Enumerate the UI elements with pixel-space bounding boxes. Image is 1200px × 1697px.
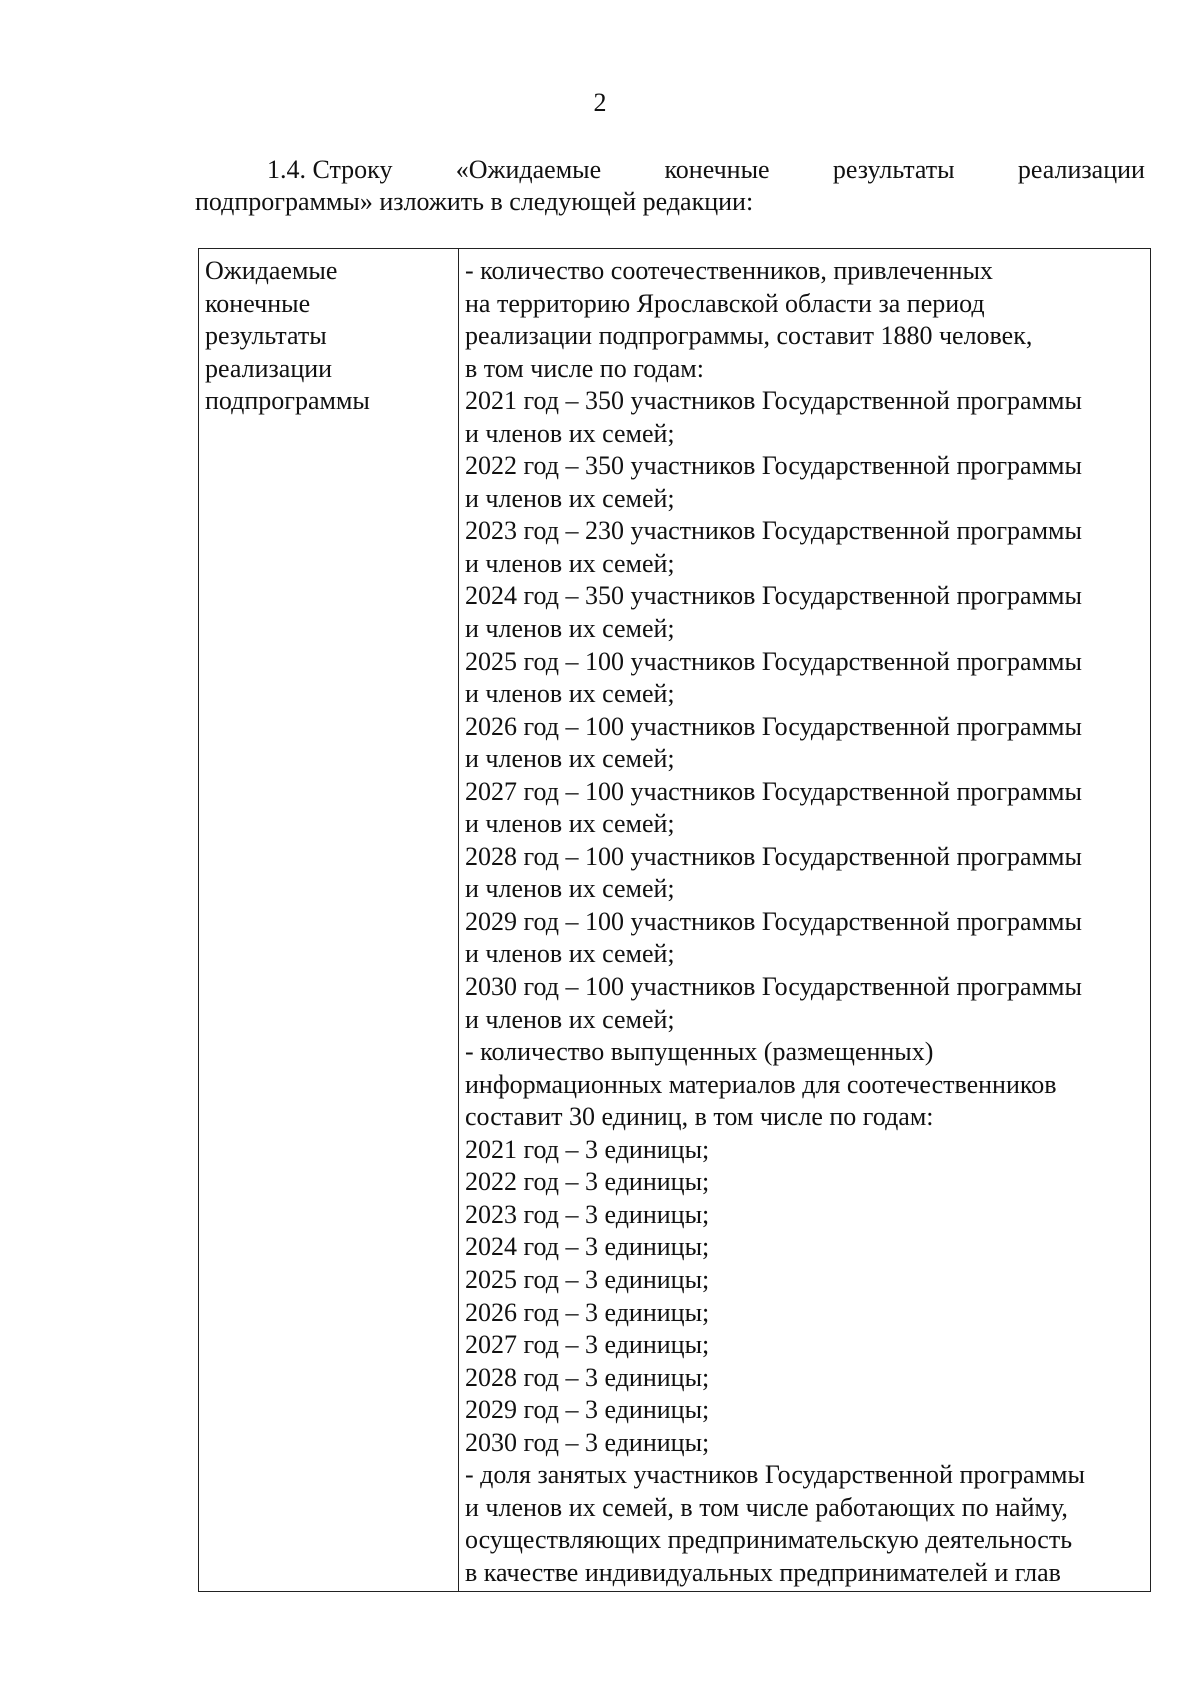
content-line: и членов их семей;	[465, 809, 675, 839]
content-line: 2021 год – 3 единицы;	[465, 1134, 710, 1164]
label-line: результаты	[205, 321, 327, 351]
table-cell-label	[199, 249, 459, 1592]
content-line: 2024 год – 350 участников Государственной программы	[465, 581, 1082, 611]
content-line: 2021 год – 350 участников Государственной программы	[465, 386, 1082, 416]
content-line: 2024 год – 3 единицы;	[465, 1232, 710, 1262]
content-line: и членов их семей;	[465, 1004, 675, 1034]
intro-line-1	[195, 154, 1145, 186]
content-line: 2023 год – 230 участников Государственной программы	[465, 516, 1082, 546]
content-line: 2029 год – 3 единицы;	[465, 1395, 710, 1425]
content-line: и членов их семей;	[465, 483, 675, 513]
content-line: и членов их семей;	[465, 614, 675, 644]
content-line: - количество выпущенных (размещенных)	[465, 1037, 934, 1067]
content-line: и членов их семей;	[465, 679, 675, 709]
content-line: 2028 год – 100 участников Государственной программы	[465, 841, 1082, 871]
label-lines	[199, 249, 458, 418]
content-line: - количество соотечественников, привлеченных	[465, 256, 993, 285]
table-cell-content	[459, 249, 1151, 1592]
intro-word: результаты	[832, 155, 955, 184]
content-line: и членов их семей;	[465, 744, 675, 774]
intro-word: конечные	[664, 155, 770, 184]
table-row	[199, 249, 1151, 1592]
content-line: - доля занятых участников Государственной программы	[465, 1460, 1085, 1490]
content-line: осуществляющих предпринимательскую деятельность	[465, 1525, 1073, 1555]
content-line: 2030 год – 3 единицы;	[465, 1427, 710, 1457]
label-line: реализации	[205, 353, 333, 383]
intro-line-2: подпрограммы» изложить в следующей редакции:	[195, 187, 754, 216]
results-table	[198, 248, 1151, 1592]
content-line: и членов их семей;	[465, 548, 675, 578]
content-line: информационных материалов для соотечественников	[465, 1069, 1057, 1099]
content-line: в том числе по годам:	[465, 353, 704, 383]
content-line: 2028 год – 3 единицы;	[465, 1362, 710, 1392]
content-line: 2030 год – 100 участников Государственной программы	[465, 972, 1082, 1002]
intro-word: «Ожидаемые	[455, 155, 602, 184]
content-line: составит 30 единиц, в том числе по годам:	[465, 1102, 934, 1132]
content-lines	[459, 249, 1150, 1589]
label-line: подпрограммы	[205, 386, 370, 416]
content-line: 2029 год – 100 участников Государственной программы	[465, 906, 1082, 936]
content-line: 2022 год – 3 единицы;	[465, 1167, 710, 1197]
content-line: и членов их семей;	[465, 939, 675, 969]
intro-word: 1.4. Строку	[267, 155, 393, 184]
content-line: и членов их семей, в том числе работающих по найму,	[465, 1492, 1068, 1522]
content-line: на территорию Ярославской области за период	[465, 288, 985, 318]
label-line: конечные	[205, 288, 311, 318]
content-line: 2025 год – 3 единицы;	[465, 1264, 710, 1294]
content-line: в качестве индивидуальных предпринимателей и глав	[465, 1557, 1061, 1587]
content-line: 2026 год – 100 участников Государственной программы	[465, 711, 1082, 741]
label-line: Ожидаемые	[205, 256, 338, 285]
content-line: и членов их семей;	[465, 418, 675, 448]
content-line: реализации подпрограммы, составит 1880 человек,	[465, 321, 1033, 351]
content-line: 2025 год – 100 участников Государственной программы	[465, 646, 1082, 676]
content-line: 2027 год – 100 участников Государственной программы	[465, 776, 1082, 806]
content-line: 2023 год – 3 единицы;	[465, 1199, 710, 1229]
intro-word: реализации	[1017, 155, 1145, 184]
content-line: 2027 год – 3 единицы;	[465, 1330, 710, 1360]
content-line: и членов их семей;	[465, 874, 675, 904]
content-line: 2022 год – 350 участников Государственной программы	[465, 451, 1082, 481]
intro-paragraph	[195, 154, 1145, 218]
page-number: 2	[593, 88, 607, 117]
content-line: 2026 год – 3 единицы;	[465, 1297, 710, 1327]
